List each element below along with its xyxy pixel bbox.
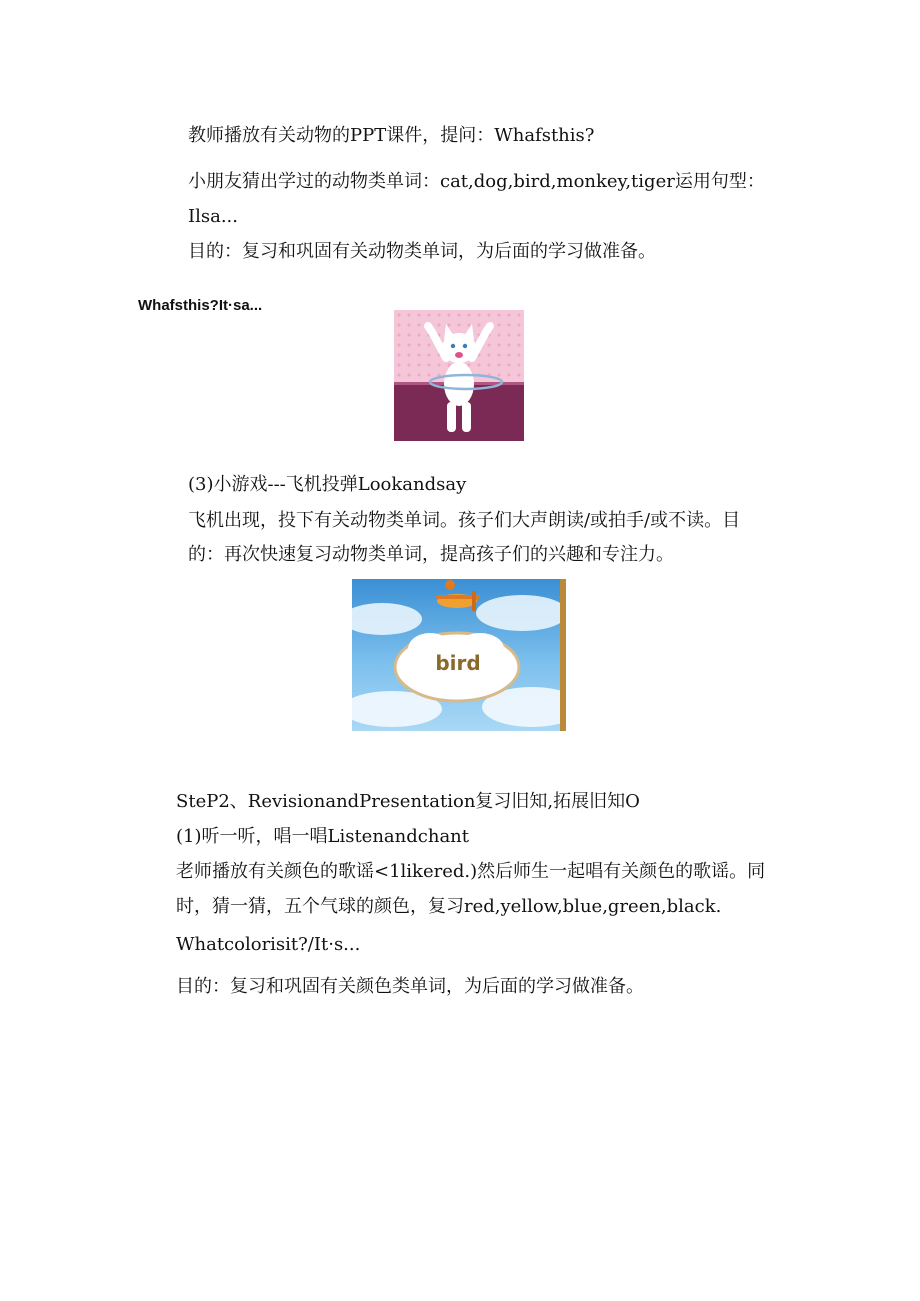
paragraph-sentence: Ilsa... (188, 206, 239, 227)
paragraph-purpose-1: 目的：复习和巩固有关动物类单词，为后面的学习做准备。 (188, 241, 656, 262)
image-frame-edge (560, 579, 566, 731)
slide-caption: Whafsthis?It·sa... (138, 297, 263, 314)
paragraph-chant-1: 老师播放有关颜色的歌谣<1likered.)然后师生一起唱有关颜色的歌谣。同 (176, 861, 766, 882)
paragraph-guess: 小朋友猜出学过的动物类单词：cat,dog,bird,monkey,tiger运用句型： (188, 171, 765, 192)
game-heading: (3)小游戏---飞机投弹Lookandsay (188, 474, 467, 495)
airplane-icon (436, 580, 480, 611)
paragraph-game-2: 的：再次快速复习动物类单词，提高孩子们的兴趣和专注力。 (188, 544, 674, 565)
step-heading: SteP2、RevisionandPresentation复习旧知,拓展旧知O (176, 791, 640, 812)
plane-bird-image (352, 579, 566, 731)
paragraph-purpose-2: 目的：复习和巩固有关颜色类单词，为后面的学习做准备。 (176, 976, 644, 997)
bird-word-label: bird (435, 651, 481, 675)
cat-icon (394, 310, 524, 441)
paragraph-game-1: 飞机出现，投下有关动物类单词。孩子们大声朗读/或拍手/或不读。目 (188, 510, 741, 531)
listen-heading: (1)听一听，唱一唱Listenandchant (176, 826, 470, 847)
paragraph-intro: 教师播放有关动物的PPT课件，提问：Whafsthis? (188, 125, 595, 146)
paragraph-chant-2: 时，猜一猜，五个气球的颜色，复习red,yellow,blue,green,black. (176, 896, 722, 917)
paragraph-question: Whatcolorisit?/It·s... (176, 934, 361, 955)
cat-hula-hoop-image (394, 310, 524, 441)
